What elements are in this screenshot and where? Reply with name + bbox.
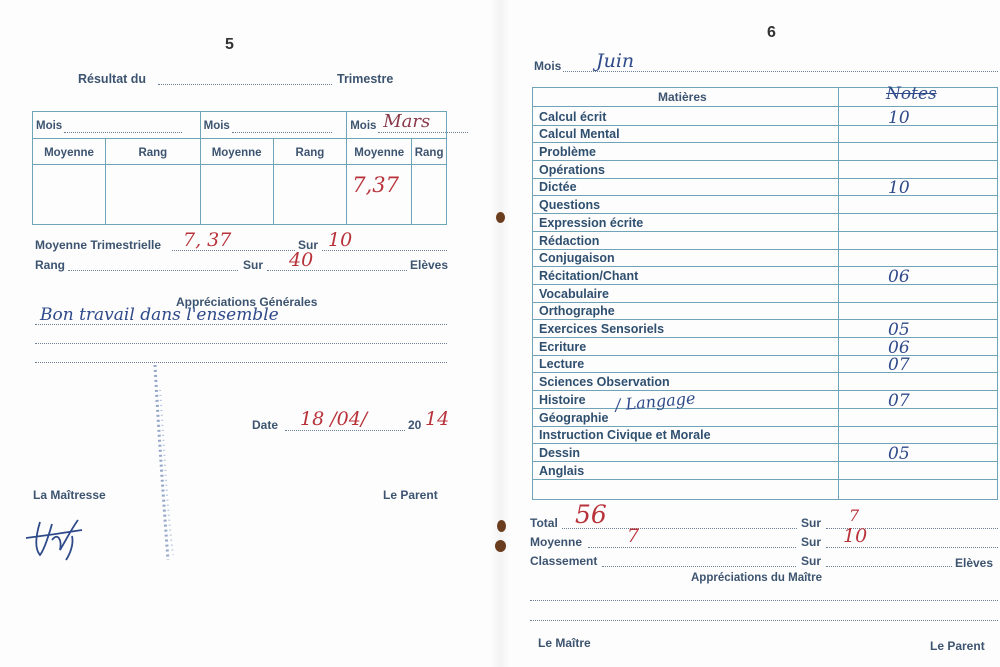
note-cell <box>838 196 998 215</box>
subject-row <box>532 302 838 321</box>
month-3-value: Mars <box>383 111 431 132</box>
moyenne-label: Moyenne <box>530 535 583 549</box>
total-value: 56 <box>575 500 607 529</box>
subject-name: Conjugaison <box>539 251 615 266</box>
dotted-line <box>530 620 998 621</box>
subject-row <box>532 178 838 197</box>
year-suffix: 14 <box>425 408 450 430</box>
maitresse-label: La Maîtresse <box>33 488 106 502</box>
col-moyenne-3: Moyenne <box>347 139 412 165</box>
subject-name: Ecriture <box>539 339 587 354</box>
classement-label: Classement <box>530 554 598 568</box>
note-cell <box>838 284 998 303</box>
subject-name: Dictée <box>539 180 577 195</box>
cell-empty <box>412 165 447 225</box>
note-cell <box>838 426 998 445</box>
mois-label: Mois <box>36 120 63 132</box>
subject-note: 10 <box>888 107 910 128</box>
note-cell <box>838 231 998 250</box>
dotted-line <box>602 566 796 567</box>
dotted-line <box>530 600 998 601</box>
dotted-line <box>826 566 952 567</box>
note-cell <box>838 390 998 409</box>
subject-name: Anglais <box>539 463 585 478</box>
subject-note: 05 <box>888 320 910 341</box>
subject-name: Orthographe <box>539 304 615 319</box>
appreciations-label: Appréciations Générales <box>176 295 318 309</box>
subject-row <box>532 337 838 356</box>
stain <box>495 540 506 552</box>
note-cell <box>838 160 998 179</box>
appreciation-text: Bon travail dans l'ensemble <box>40 305 279 325</box>
col-rang-3: Rang <box>412 139 447 165</box>
subject-name: Exercices Sensoriels <box>539 322 665 337</box>
subject-row <box>532 319 838 338</box>
dotted-line <box>285 430 405 431</box>
total-sur-value: 7 <box>849 506 860 525</box>
subject-row <box>532 142 838 161</box>
dotted-line <box>826 547 998 548</box>
subject-row <box>532 125 838 144</box>
subject-note: 07 <box>888 390 910 411</box>
subject-row <box>532 426 838 445</box>
col-moyenne-1: Moyenne <box>33 139 106 165</box>
moyenne-trim-value: 7, 37 <box>183 229 232 251</box>
note-cell <box>838 443 998 462</box>
subject-row <box>532 107 838 126</box>
cell-empty <box>106 165 201 225</box>
subject-name: Dessin <box>539 445 580 460</box>
cell-empty <box>200 165 273 225</box>
dotted-line <box>64 132 182 133</box>
sur-value: 10 <box>328 229 353 251</box>
month-3-moyenne-cell <box>347 165 412 225</box>
moyenne-value: 7 <box>627 525 640 547</box>
subject-name: Instruction Civique et Morale <box>539 428 711 443</box>
col-rang-1: Rang <box>106 139 201 165</box>
ink-smear <box>140 360 190 570</box>
subject-row <box>532 408 838 427</box>
col-moyenne-2: Moyenne <box>200 139 273 165</box>
rang-sur-value: 40 <box>289 249 314 271</box>
month-3-cell <box>347 112 447 139</box>
subject-row <box>532 266 838 285</box>
dotted-line <box>588 547 796 548</box>
result-title-suffix: Trimestre <box>337 72 394 86</box>
page-number-left: 5 <box>225 36 234 53</box>
date-label: Date <box>252 418 279 432</box>
subject-name: Calcul Mental <box>539 127 620 142</box>
total-sur-label: Sur <box>801 516 822 530</box>
note-cell <box>838 355 998 374</box>
subject-note: 07 <box>888 355 910 376</box>
dotted-line <box>267 270 407 271</box>
note-cell <box>838 142 998 161</box>
subject-row <box>532 160 838 179</box>
monthly-results-table <box>32 111 447 225</box>
subject-row <box>532 284 838 303</box>
mois-value-right: Juin <box>596 50 635 72</box>
mois-label: Mois <box>350 120 377 132</box>
month-3-moyenne: 7,37 <box>352 173 399 197</box>
subject-name: Opérations <box>539 162 605 177</box>
subject-row <box>532 213 838 232</box>
subject-row <box>532 196 838 215</box>
appreciations-maitre-label: Appréciations du Maître <box>691 572 822 584</box>
moyenne-sur-label: Sur <box>801 535 822 549</box>
note-cell <box>838 266 998 285</box>
stain <box>496 212 505 223</box>
rang-label: Rang <box>35 258 65 272</box>
sur-label: Sur <box>298 238 319 252</box>
rang-sur-label: Sur <box>243 258 264 272</box>
subject-name: Lecture <box>539 357 585 372</box>
note-cell <box>838 107 998 126</box>
subject-name: Problème <box>539 145 596 160</box>
dotted-line <box>378 132 468 133</box>
total-label: Total <box>530 516 558 530</box>
subject-note: 10 <box>888 178 910 199</box>
subject-row <box>532 443 838 462</box>
note-cell <box>838 408 998 427</box>
histoire-extra: / Langage <box>614 388 697 415</box>
subject-name: Histoire <box>539 392 586 407</box>
note-cell <box>838 178 998 197</box>
subject-row <box>532 249 838 268</box>
subject-name: Sciences Observation <box>539 375 670 390</box>
dotted-line <box>35 362 447 363</box>
page-number-right: 6 <box>767 24 776 41</box>
note-cell <box>838 213 998 232</box>
note-cell <box>838 337 998 356</box>
dotted-line <box>68 270 238 271</box>
subject-name: Rédaction <box>539 233 600 248</box>
note-cell <box>838 373 998 392</box>
subject-name: Récitation/Chant <box>539 268 639 283</box>
subject-name: Calcul écrit <box>539 109 607 124</box>
eleves-label: Elèves <box>410 258 449 272</box>
cell-empty <box>33 165 106 225</box>
month-1-cell <box>33 112 201 139</box>
subject-row <box>532 355 838 374</box>
cell-empty <box>273 165 347 225</box>
mois-label: Mois <box>203 120 230 132</box>
dotted-line <box>35 324 447 325</box>
dotted-line <box>35 343 447 344</box>
moyenne-trim-label: Moyenne Trimestrielle <box>35 238 162 252</box>
note-cell <box>838 125 998 144</box>
date-value: 18 /04/ <box>300 408 368 430</box>
subject-row <box>532 231 838 250</box>
note-cell <box>838 319 998 341</box>
signature-mark <box>22 510 92 565</box>
dotted-line <box>232 132 332 133</box>
parent-label-left: Le Parent <box>383 488 438 502</box>
note-cell <box>838 461 998 480</box>
moyenne-sur-value: 10 <box>843 525 868 547</box>
subject-note: 05 <box>888 443 910 464</box>
col-notes-header: Notes <box>886 84 937 104</box>
dotted-line <box>158 84 332 85</box>
mois-label-right: Mois <box>534 59 562 73</box>
subject-note: 06 <box>888 337 910 358</box>
result-title-prefix: Résultat du <box>78 72 147 86</box>
page-fold <box>490 0 510 667</box>
subject-note: 06 <box>888 266 910 287</box>
classement-sur-label: Sur <box>801 554 822 568</box>
subject-name: Vocabulaire <box>539 286 609 301</box>
year-prefix: 20 <box>408 418 422 432</box>
note-cell <box>838 302 998 321</box>
stain <box>497 520 506 532</box>
subject-name: Expression écrite <box>539 215 644 230</box>
subject-row <box>532 461 838 480</box>
col-matieres-header: Matières <box>658 90 707 104</box>
subject-name: Questions <box>539 198 601 213</box>
subject-name: Géographie <box>539 410 609 425</box>
eleves-label-right: Elèves <box>955 556 994 570</box>
col-rang-2: Rang <box>273 139 347 165</box>
note-cell <box>838 249 998 268</box>
maitre-label: Le Maître <box>538 636 591 650</box>
month-2-cell <box>200 112 347 139</box>
parent-label-right: Le Parent <box>930 639 985 653</box>
